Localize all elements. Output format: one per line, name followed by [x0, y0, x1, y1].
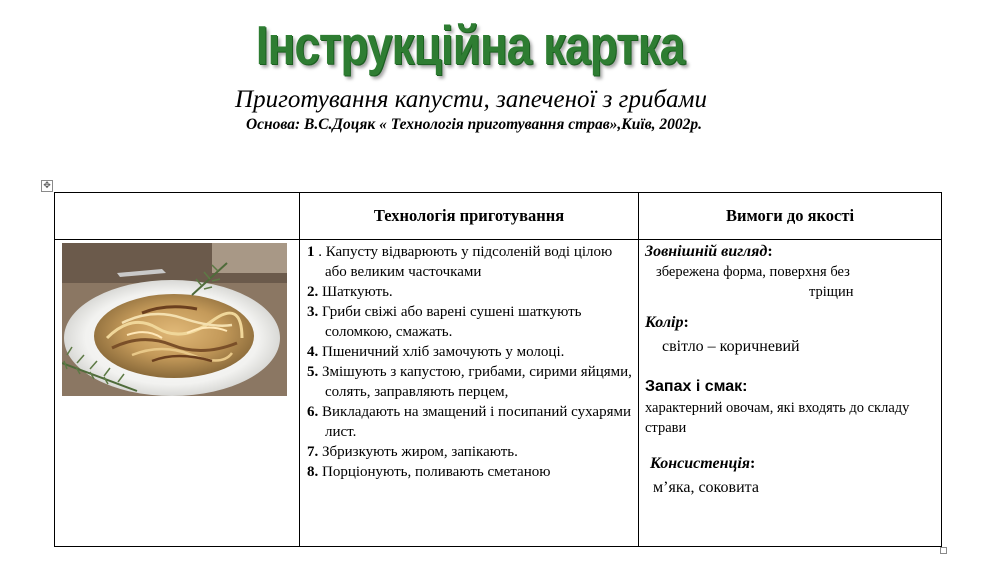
consistency-heading: Консистенція: — [650, 455, 756, 472]
color-heading: Колір: — [645, 314, 689, 331]
source-reference: Основа: В.С.Доцяк « Технологія приготування страв»,Київ, 2002р. — [245, 116, 703, 133]
quality-requirements — [639, 240, 941, 498]
resize-handle-icon[interactable] — [940, 547, 947, 554]
instruction-table — [54, 192, 942, 547]
page-subtitle: Приготування капусти, запеченої з грибами — [235, 86, 707, 113]
technology-column-header: Технологія приготування — [300, 193, 639, 240]
photo-column-header — [55, 193, 300, 240]
smell-heading: Запах і смак: — [645, 378, 748, 395]
consistency-value: м’яка, соковита — [653, 479, 759, 496]
quality-column-header: Вимоги до якості — [639, 193, 942, 240]
color-value: світло – коричневий — [662, 338, 800, 355]
technology-cell — [300, 240, 639, 547]
table-content-row — [55, 240, 942, 547]
list-item: 1 . Капусту відварюють у підсоленій воді цілою або великим часточками — [307, 244, 613, 280]
dish-photo — [62, 243, 287, 396]
steps-list — [300, 240, 638, 482]
list-item: 7. Збризкують жиром, запікають. — [307, 444, 518, 460]
photo-cell — [55, 240, 300, 547]
move-handle-icon[interactable]: ✥ — [41, 180, 53, 192]
list-item: 4. Пшеничний хліб замочують у молоці. — [307, 344, 565, 360]
smell-value: характерний овочам, які входять до складу страви — [645, 400, 910, 436]
list-item: 6. Викладають на змащений і посипаний сухарями лист. — [307, 404, 632, 440]
list-item: 8. Порціонують, поливають сметаною — [307, 464, 551, 480]
appearance-heading: Зовнішній вигляд: — [645, 243, 773, 260]
quality-cell — [639, 240, 942, 547]
appearance-value: збережена форма, поверхня без — [656, 264, 850, 280]
list-item: 2. Шаткують. — [307, 284, 393, 300]
page-title: Інструкційна картка — [255, 14, 685, 76]
list-item: 5. Змішують з капустою, грибами, сирими яйцями, солять, заправляють перцем, — [307, 364, 632, 400]
list-item: 3. Гриби свіжі або варені сушені шаткують соломкою, смажать. — [307, 304, 582, 340]
appearance-value-cont: тріщин — [809, 284, 854, 300]
table-header-row — [55, 193, 942, 240]
